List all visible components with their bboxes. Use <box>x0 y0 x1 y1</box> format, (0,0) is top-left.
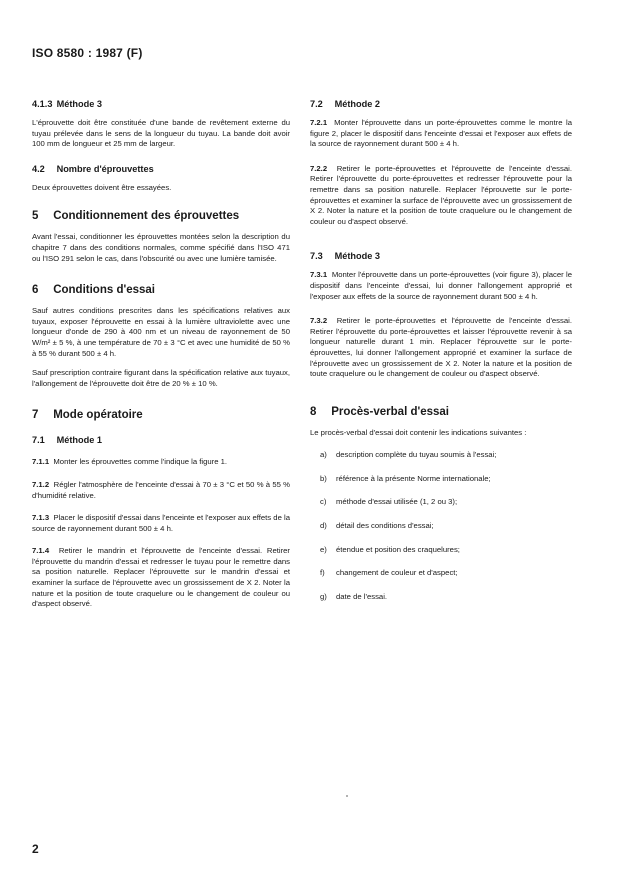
heading-7-2 <box>310 99 572 109</box>
section-title: Méthode 1 <box>56 435 102 446</box>
section-number: 4.2 <box>32 163 45 174</box>
left-column <box>32 96 290 610</box>
clause-text: Monter l'éprouvette dans un porte-éprouvettes comme le montre la figure 2, placer le dispositif dans l'enceinte d'essai et l'exposer aux effets de la source de rayonnement durant 500 ± 4 h. <box>310 118 572 149</box>
section-number: 7.2 <box>310 99 323 109</box>
clause-text: Régler l'atmosphère de l'enceinte d'essai à 70 ± 3 °C et 50 % à 55 % d'humidité relative. <box>32 479 290 500</box>
clause-number: 7.1.3 <box>32 513 50 523</box>
clause-number: 7.3.1 <box>310 270 328 280</box>
clause-text: Retirer le porte-éprouvettes et l'éprouvette de l'enceinte d'essai. Retirer l'éprouvette du porte-éprouvettes et laisser l'éprouvette revenir à sa longueur naturelle durant 1 min. Replacer l'éprouvette sur le porte-éprouvettes, lui donner l'allongement approprié et examiner la surface de l'éprouvette avec un grossissement de X 2. Noter la nature et la position de toute craquelure ou le changement de couleur ou d'aspect observé. <box>310 316 572 379</box>
clause-number: 7.2.1 <box>310 118 328 127</box>
heading-4-1-3 <box>32 99 290 109</box>
section-title: Méthode 2 <box>334 99 380 109</box>
heading-7-1 <box>32 435 290 445</box>
document-header: ISO 8580 : 1987 (F) <box>32 46 143 60</box>
heading-6 <box>32 284 290 296</box>
paragraph-4-1-3: L'éprouvette doit être constituée d'une bande de revêtement externe du tuyau prélevée dans le sens de la longueur du tuyau. La bande doit avoir 100 mm de longueur et 25 mm de largeur. <box>32 118 290 149</box>
section-number: 8 <box>310 405 317 418</box>
section-title: Conditionnement des éprouvettes <box>53 210 240 223</box>
paragraph-6-a: Sauf autres conditions prescrites dans les spécifications relatives aux tuyaux, exposer l'éprouvette en essai à la lumière ultraviolette avec une longueur d'onde de 290 à 400 nm et un niveau de rayonnement de 50 W/m² ± 5 %, à une température de 70 ± 3 °C et avec une humidité de 50 % à 55 % durant 500 ± 4 h. <box>32 306 290 358</box>
clause-number: 7.1.2 <box>32 479 50 489</box>
clause-text: Retirer le mandrin et l'éprouvette de l'enceinte d'essai. Retirer l'éprouvette du mandrin d'essai et redresser le tuyau pour le remettre dans sa position naturelle. Replacer l'éprouvette sur le mandrin d'essai et examiner la surface de l'éprouvette avec un grossissement de X 2. Noter la nature et la position de toute craquelure ou le changement de couleur ou d'aspect observé. <box>32 546 290 609</box>
clause-text: Retirer le porte-éprouvettes et l'éprouvette de l'enceinte d'essai. Retirer l'éprouvette du porte-éprouvettes et redresser l'éprouvette pour la remettre dans sa position naturelle. Replacer l'éprouvette sur le porte-éprouvettes et examiner la surface de l'éprouvette avec un grossissement de X 2. Noter la nature et la position de toute craquelure ou le changement de couleur ou d'aspect observé. <box>310 163 572 226</box>
paragraph-7-3-2 <box>310 316 572 380</box>
section-title: Méthode 3 <box>56 99 102 109</box>
list-item: f) changement de couleur et d'aspect; <box>320 568 458 578</box>
paragraph-7-2-1 <box>310 118 572 150</box>
list-item: a) description complète du tuyau soumis à l'essai; <box>320 450 497 460</box>
paragraph-7-1-2 <box>32 480 290 501</box>
section-number: 4.1.3 <box>32 99 53 109</box>
paragraph-7-1-4 <box>32 546 290 610</box>
paragraph-7-2-2 <box>310 164 572 228</box>
clause-number: 7.3.2 <box>310 316 328 326</box>
clause-number: 7.1.4 <box>32 546 50 556</box>
section-title: Mode opératoire <box>53 409 143 422</box>
scan-speck <box>346 795 348 797</box>
paragraph-7-1-3 <box>32 513 290 534</box>
section-title: Procès-verbal d'essai <box>331 405 450 418</box>
paragraph-6-b: Sauf prescription contraire figurant dans la spécification relative aux tuyaux, l'allongement de l'éprouvette doit être de 20 % ± 10 %. <box>32 368 290 388</box>
section-number: 6 <box>32 284 39 297</box>
clause-text: Monter l'éprouvette dans un porte-éprouvettes (voir figure 3), placer le dispositif dans l'enceinte d'essai, lui donner l'allongement approprié et l'exposer aux effets de la source de rayonnement durant 500 ± 4 h. <box>310 270 572 301</box>
clause-text: Monter les éprouvettes comme l'indique la figure 1. <box>53 457 228 467</box>
heading-8 <box>310 406 572 418</box>
clause-text: Placer le dispositif d'essai dans l'enceinte et l'exposer aux effets de la source de rayonnement durant 500 ± 4 h. <box>32 513 290 533</box>
clause-number: 7.1.1 <box>32 457 50 467</box>
paragraph-5: Avant l'essai, conditionner les éprouvettes montées selon la description du chapitre 7 dans des conditions normales, comme spécifié dans l'ISO 471 ou l'ISO 291 selon le cas, dans l'obscurité ou avec une lumière tamisée. <box>32 232 290 263</box>
list-item: g) date de l'essai. <box>320 591 388 601</box>
list-item: b) référence à la présente Norme internationale; <box>320 473 491 483</box>
list-item: d) détail des conditions d'essai; <box>320 521 434 531</box>
paragraph-7-1-1 <box>32 457 290 468</box>
paragraph-8: Le procès-verbal d'essai doit contenir les indications suivantes : <box>310 427 527 437</box>
clause-number: 7.2.2 <box>310 163 328 173</box>
section-number: 7.1 <box>32 435 45 446</box>
section-number: 5 <box>32 210 39 223</box>
list-item: e) étendue et position des craquelures; <box>320 544 460 554</box>
section-number: 7.3 <box>310 251 323 262</box>
section-number: 7 <box>32 409 39 422</box>
section-title: Nombre d'éprouvettes <box>56 163 154 174</box>
page-number: 2 <box>32 842 39 856</box>
heading-7 <box>32 409 290 421</box>
paragraph-4-2: Deux éprouvettes doivent être essayées. <box>32 182 172 192</box>
heading-7-3 <box>310 251 572 261</box>
heading-5 <box>32 210 290 222</box>
heading-4-2 <box>32 164 290 174</box>
section-title: Conditions d'essai <box>53 284 155 297</box>
right-column <box>310 96 572 615</box>
section-title: Méthode 3 <box>334 251 380 262</box>
list-item: c) méthode d'essai utilisée (1, 2 ou 3); <box>320 497 458 507</box>
report-items-list <box>310 450 572 602</box>
paragraph-7-3-1 <box>310 270 572 302</box>
